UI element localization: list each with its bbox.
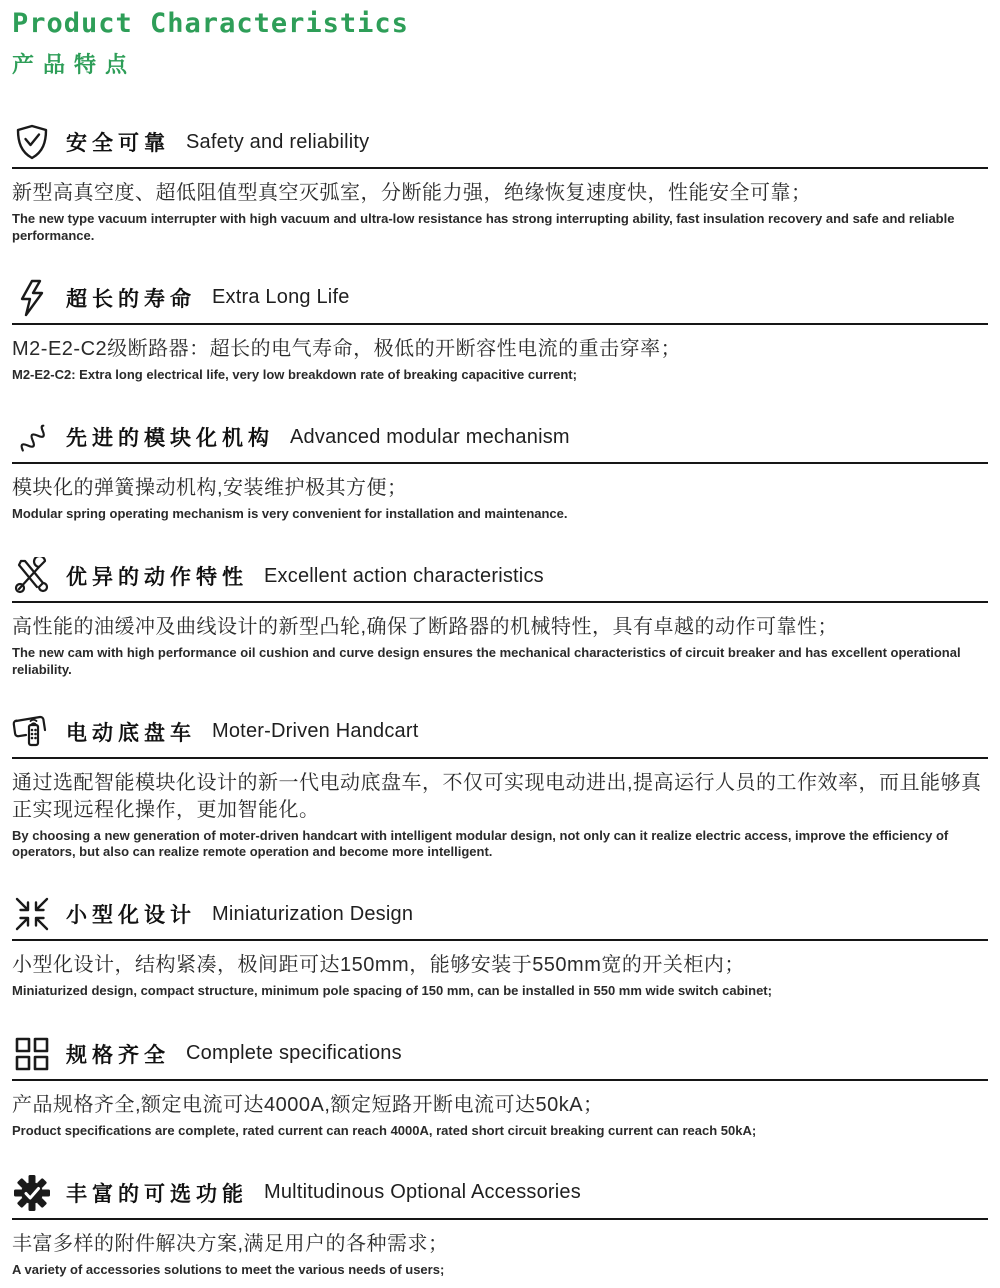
section-body-en: By choosing a new generation of moter-driven handcart with intelligent modular design, not only can it realize electric access, improve the efficiency of operators, but also can realize remote operation and become more intelligent. (12, 827, 949, 860)
section-body-cn: 小型化设计，结构紧凑，极间距可达150mm，能够安装于550mm宽的开关柜内； (12, 954, 745, 977)
page-title-cn: 产品特点 (12, 52, 137, 78)
section-body-en: The new type vacuum interrupter with high vacuum and ultra-low resistance has strong interrupting ability, fast insulation recovery and safe and reliable performance. (12, 211, 955, 243)
section-header (12, 557, 988, 603)
section-body-en: A variety of accessories solutions to meet the various needs of users; (12, 1261, 445, 1277)
section-specifications (12, 1035, 988, 1139)
compress-arrows-icon (12, 895, 52, 933)
section-body-en: Miniaturized design, compact structure, minimum pole spacing of 150 mm, can be installed in 550 mm wide switch cabinet; (12, 983, 772, 999)
section-motor-handcart (12, 713, 988, 861)
section-header (12, 418, 988, 464)
section-heading-cn: 优异的动作特性 (66, 566, 248, 590)
section-long-life (12, 279, 988, 383)
section-modular-mechanism (12, 418, 988, 522)
section-header (12, 1035, 988, 1081)
section-heading-en: Moter-Driven Handcart (212, 720, 419, 743)
section-header (12, 1174, 988, 1220)
crossed-tools-icon (12, 557, 52, 595)
section-header (12, 279, 988, 325)
section-optional-accessories (12, 1174, 988, 1278)
section-body-cn: M2-E2-C2级断路器：超长的电气寿命，极低的开断容性电流的重击穿率； (12, 337, 682, 360)
section-heading-en: Excellent action characteristics (264, 564, 544, 587)
section-action-characteristics (12, 557, 988, 678)
section-body-en: M2-E2-C2: Extra long electrical life, very low breakdown rate of breaking capacitive current; (12, 366, 577, 382)
section-heading-cn: 丰富的可选功能 (66, 1182, 248, 1206)
spring-icon (12, 418, 52, 456)
section-heading-en: Complete specifications (186, 1042, 402, 1065)
section-heading-en: Multitudinous Optional Accessories (264, 1181, 581, 1204)
page-title: Product Characteristics (12, 8, 409, 39)
section-body-cn: 产品规格齐全,额定电流可达4000A,额定短路开断电流可达50kA； (12, 1093, 604, 1116)
section-heading-en: Miniaturization Design (212, 902, 414, 925)
section-heading-en: Advanced modular mechanism (290, 425, 570, 448)
grid-squares-icon (12, 1035, 52, 1073)
section-heading-cn: 小型化设计 (66, 904, 196, 928)
section-body-cn: 高性能的油缓冲及曲线设计的新型凸轮,确保了断路器的机械特性，具有卓越的动作可靠性； (12, 616, 839, 639)
feature-sections (12, 123, 988, 1278)
section-body-cn: 通过选配智能模块化设计的新一代电动底盘车，不仅可实现电动进出,提高运行人员的工作效率，而且能够真正实现远程化操作，更加智能化。 (12, 771, 982, 821)
section-miniaturization (12, 895, 988, 999)
section-body-en: Product specifications are complete, rated current can reach 4000A, rated short circuit breaking current can reach 50kA; (12, 1122, 757, 1138)
page-header (12, 10, 988, 79)
section-heading-cn: 安全可靠 (66, 132, 170, 156)
gear-check-icon (12, 1174, 52, 1212)
section-safety (12, 123, 988, 244)
section-heading-en: Extra Long Life (212, 286, 350, 309)
section-heading-cn: 电动底盘车 (66, 721, 196, 745)
section-header (12, 713, 988, 759)
section-body-cn: 丰富多样的附件解决方案,满足用户的各种需求； (12, 1232, 449, 1255)
section-header (12, 123, 988, 169)
remote-handcart-icon (12, 713, 52, 751)
shield-check-icon (12, 123, 52, 161)
section-heading-cn: 超长的寿命 (66, 287, 196, 311)
section-heading-cn: 规格齐全 (66, 1043, 170, 1067)
section-heading-cn: 先进的模块化机构 (66, 427, 274, 451)
section-heading-en: Safety and reliability (186, 130, 370, 153)
section-body-cn: 新型高真空度、超低阻值型真空灭弧室，分断能力强，绝缘恢复速度快，性能安全可靠； (12, 182, 812, 205)
section-body-cn: 模块化的弹簧操动机构,安装维护极其方便； (12, 477, 408, 500)
section-body-en: Modular spring operating mechanism is very convenient for installation and maintenance. (12, 506, 568, 522)
section-body-en: The new cam with high performance oil cushion and curve design ensures the mechanical characteristics of circuit breaker and has excellent operational reliability. (12, 645, 961, 677)
section-header (12, 895, 988, 941)
lightning-icon (12, 279, 52, 317)
